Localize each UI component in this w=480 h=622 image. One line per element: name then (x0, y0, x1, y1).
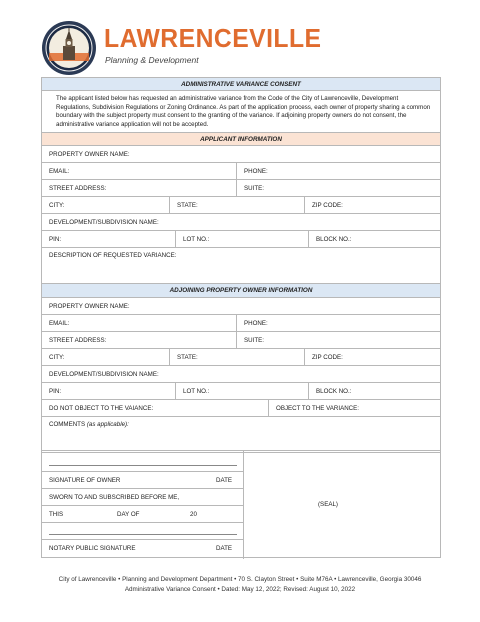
applicant-city-field[interactable]: CITY: (42, 197, 170, 213)
adjoining-city-field[interactable]: CITY: (42, 349, 170, 365)
adjoining-suite-field[interactable]: SUITE: (244, 336, 264, 344)
adjoining-zip-field[interactable]: ZIP CODE: (312, 353, 343, 361)
city-seal-logo (41, 20, 97, 76)
signature-divider (42, 471, 244, 472)
applicant-owner-name-field[interactable]: PROPERTY OWNER NAME: (49, 150, 130, 158)
owner-signature-label: SIGNATURE OF OWNER (49, 477, 121, 484)
applicant-description-row (41, 248, 441, 284)
adjoining-lot-field[interactable]: LOT NO.: (176, 383, 309, 399)
adjoining-owner-name-field[interactable]: PROPERTY OWNER NAME: (49, 302, 130, 310)
applicant-suite-field[interactable]: SUITE: (244, 184, 264, 192)
adjoining-owner-row (41, 298, 441, 315)
applicant-address-row (41, 180, 441, 197)
adjoining-pin-field[interactable]: PIN: (42, 383, 176, 399)
owner-signature-line[interactable] (49, 465, 237, 466)
applicant-development-row (41, 214, 441, 231)
this-label: THIS (49, 511, 64, 518)
sworn-statement-label: SWORN TO AND SUBSCRIBED BEFORE ME, (49, 494, 180, 501)
applicant-zip-field[interactable]: ZIP CODE: (312, 201, 343, 209)
adjoining-pin-row (41, 383, 441, 400)
adjoining-address-row (41, 332, 441, 349)
signature-divider (42, 488, 244, 489)
applicant-lot-field[interactable]: LOT NO.: (176, 231, 309, 247)
comments-note: (as applicable): (86, 421, 129, 428)
adjoining-development-field[interactable]: DEVELOPMENT/SUBDIVISION NAME: (49, 370, 159, 378)
adjoining-phone-field[interactable]: PHONE: (244, 319, 268, 327)
footer-address: City of Lawrenceville • Planning and Development Department • 70 S. Clayton Street • Suite M76A • Lawrenceville, Georgia 30046 (58, 576, 422, 583)
page-header (41, 20, 441, 76)
comments-label: COMMENTS (49, 421, 86, 428)
adjoining-development-row (41, 366, 441, 383)
notary-signature-label: NOTARY PUBLIC SIGNATURE (49, 545, 136, 552)
no-objection-field[interactable]: DO NOT OBJECT TO THE VAIANCE: (42, 400, 269, 416)
comments-field[interactable] (42, 417, 440, 452)
brand-wordmark: LAWRENCEVILLE (104, 23, 322, 53)
adjoining-state-field[interactable]: STATE: (170, 349, 305, 365)
applicant-street-field[interactable]: STREET ADDRESS: (42, 180, 237, 196)
adjoining-block-field[interactable]: BLOCK NO.: (316, 387, 352, 395)
applicant-pin-row (41, 231, 441, 248)
applicant-phone-field[interactable]: PHONE: (244, 167, 268, 175)
signature-divider (42, 539, 244, 540)
page-footer (0, 575, 480, 595)
adjoining-city-row (41, 349, 441, 366)
consent-section-title: ADMINISTRATIVE VARIANCE CONSENT (41, 77, 441, 91)
owner-date-label: DATE (216, 477, 233, 484)
applicant-email-field[interactable]: EMAIL: (42, 163, 237, 179)
applicant-development-field[interactable]: DEVELOPMENT/SUBDIVISION NAME: (49, 218, 159, 226)
notary-signature-line[interactable] (49, 534, 237, 535)
signature-left-panel (42, 451, 244, 559)
adjoining-street-field[interactable]: STREET ADDRESS: (42, 332, 237, 348)
adjoining-email-row (41, 315, 441, 332)
applicant-block-field[interactable]: BLOCK NO.: (316, 235, 352, 243)
adjoining-email-field[interactable]: EMAIL: (42, 315, 237, 331)
applicant-city-row (41, 197, 441, 214)
applicant-state-field[interactable]: STATE: (170, 197, 305, 213)
adjoining-section-title: ADJOINING PROPERTY OWNER INFORMATION (41, 284, 441, 298)
consent-intro-text: The applicant listed below has requested an administrative variance from the Code of the City of Lawrenceville, Development Regulations, Subdivision Regulations or Zoning Ordinance. As part of the application process, each owner of property sharing a common boundary with the subject property must consent to the granting of the variance. If adjoining property owners do not consent, the administrative variance application will not be accepted. (41, 91, 441, 132)
year-label: 20 (190, 511, 197, 518)
applicant-pin-field[interactable]: PIN: (42, 231, 176, 247)
comments-row (41, 417, 441, 453)
footer-revision: Administrative Variance Consent • Dated: May 12, 2022; Revised: August 10, 2022 (124, 586, 356, 593)
variance-description-field[interactable]: DESCRIPTION OF REQUESTED VARIANCE: (49, 252, 177, 259)
objection-row (41, 400, 441, 417)
day-of-label: DAY OF (117, 511, 140, 518)
signature-divider (42, 505, 244, 506)
applicant-section-title: APPLICANT INFORMATION (41, 132, 441, 146)
variance-consent-form (41, 77, 441, 453)
objection-field[interactable]: OBJECT TO THE VARIANCE: (276, 404, 359, 412)
signature-divider (42, 522, 244, 523)
notary-seal-label: (SEAL) (318, 501, 338, 508)
brand-subtitle: Planning & Development (105, 55, 199, 65)
applicant-email-row (41, 163, 441, 180)
notary-date-label: DATE (216, 545, 233, 552)
signature-block (41, 450, 441, 558)
applicant-owner-row (41, 146, 441, 163)
